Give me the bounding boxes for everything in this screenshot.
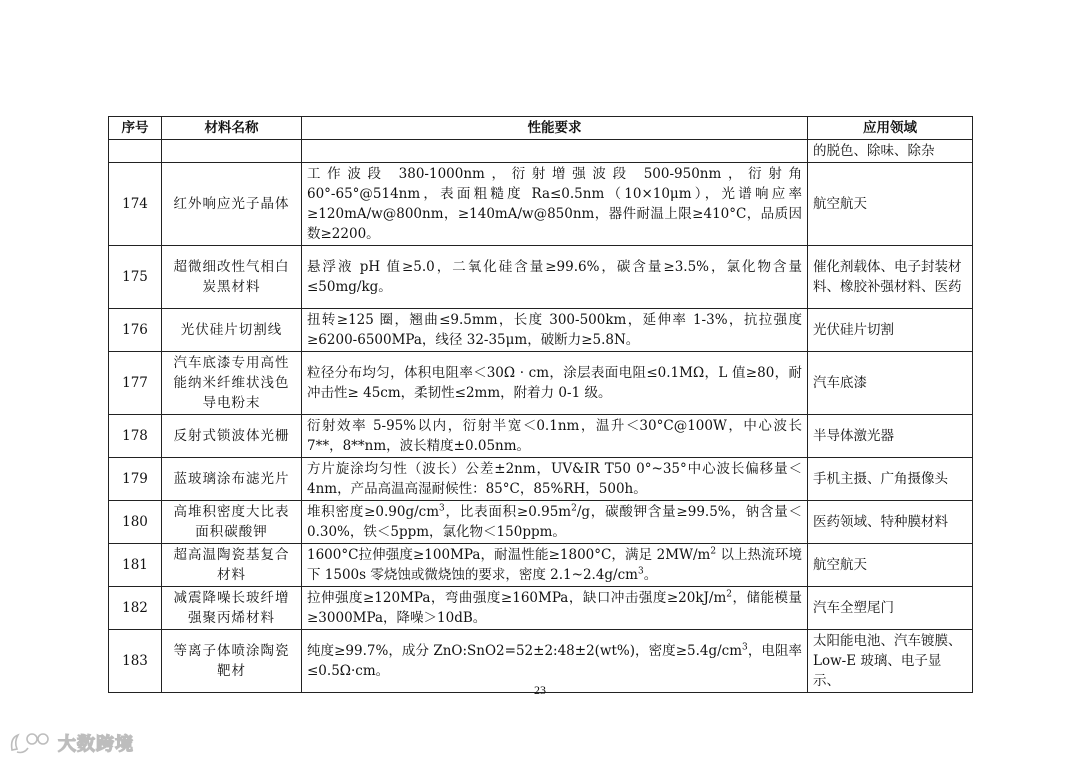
cell-performance: [302, 587, 808, 630]
materials-table: [108, 116, 973, 693]
table-row: [109, 415, 973, 458]
cell-name: 高堆积密度大比表面积碳酸钾: [162, 501, 302, 544]
cell-performance: [302, 544, 808, 587]
cell-performance: 悬浮液 pH 值≥5.0，二氧化硅含量≥99.6%，碳含量≥3.5%，氯化物含量≤50mg/kg。: [302, 246, 808, 309]
cell-name: 反射式锁波体光栅: [162, 415, 302, 458]
cell-index: 182: [109, 587, 162, 630]
cell-index: 175: [109, 246, 162, 309]
cell-application: 太阳能电池、汽车镀膜、Low-E 玻璃、电子显示、: [808, 630, 973, 693]
perf-superscript: 2: [571, 503, 577, 514]
cell-name: 蓝玻璃涂布滤光片: [162, 458, 302, 501]
perf-text: ，储能模量≥3000MPa，降噪＞10dB。: [307, 590, 802, 626]
cell-index: 183: [109, 630, 162, 693]
cell-application: 半导体激光器: [808, 415, 973, 458]
perf-superscript: 3: [637, 566, 644, 577]
cell-application: 手机主摄、广角摄像头: [808, 458, 973, 501]
cell-application: 的脱色、除味、除杂: [808, 140, 973, 163]
cell-index: 177: [109, 352, 162, 415]
table-row: [109, 163, 973, 246]
watermark: [8, 728, 134, 758]
table-row: [109, 587, 973, 630]
watermark-text: 大数跨境: [58, 734, 134, 755]
page-number: 23: [534, 683, 546, 697]
cell-index: 178: [109, 415, 162, 458]
cell-name: 汽车底漆专用高性能纳米纤维状浅色导电粉末: [162, 352, 302, 415]
cell-application: 催化剂载体、电子封装材料、橡胶补强材料、医药: [808, 246, 973, 309]
cell-index: 176: [109, 309, 162, 352]
perf-text: ，电阻率≤0.5Ω·cm。: [307, 643, 802, 679]
perf-text: 1600°C拉伸强度≥100MPa，耐温性能≥1800°C，满足 2MW/m: [307, 547, 711, 563]
perf-superscript: 3: [439, 503, 445, 514]
cell-name: 超高温陶瓷基复合材料: [162, 544, 302, 587]
cell-name: 红外响应光子晶体: [162, 163, 302, 246]
header-material-name: 材料名称: [162, 117, 302, 140]
perf-superscript: 2: [726, 589, 732, 600]
table-row: [109, 246, 973, 309]
cell-index: 180: [109, 501, 162, 544]
cell-performance: 衍射效率 5-95%以内，衍射半宽＜0.1nm，温升＜30°C@100W，中心波长 7**，8**nm，波长精度±0.05nm。: [302, 415, 808, 458]
cell-application: 汽车全塑尾门: [808, 587, 973, 630]
ddkj-logo-icon: [8, 730, 52, 756]
cell-application: 航空航天: [808, 163, 973, 246]
cell-application: 航空航天: [808, 544, 973, 587]
perf-text: /g，碳酸钾含量≥99.5%，钠含量＜0.30%，铁＜5ppm，氯化物＜150ppm。: [307, 504, 803, 540]
perf-superscript: 3: [742, 642, 748, 653]
cell-name: 减震降噪长玻纤增强聚丙烯材料: [162, 587, 302, 630]
table-header-row: [109, 117, 973, 140]
perf-superscript: 2: [710, 546, 717, 557]
cell-name: 等离子体喷涂陶瓷靶材: [162, 630, 302, 693]
cell-index: 179: [109, 458, 162, 501]
cell-index: [109, 140, 162, 163]
cell-application: 汽车底漆: [808, 352, 973, 415]
perf-text: 。: [643, 567, 658, 583]
perf-text: 堆积密度≥0.90g/cm: [307, 504, 440, 520]
perf-text: 以上热流环境下 1500s 零烧蚀或微烧蚀的要求，密度 2.1~2.4g/cm: [307, 547, 802, 583]
table-row: [109, 501, 973, 544]
cell-index: 174: [109, 163, 162, 246]
cell-application: 光伏硅片切割: [808, 309, 973, 352]
perf-text: ，比表面积≥0.95m: [444, 504, 572, 520]
cell-name: 光伏硅片切割线: [162, 309, 302, 352]
table-row: [109, 544, 973, 587]
cell-performance: 扭转≥125 圈，翘曲≤9.5mm，长度 300-500km，延伸率 1-3%，抗拉强度≥6200-6500MPa，线径 32-35μm，破断力≥5.8N。: [302, 309, 808, 352]
table-row: [109, 309, 973, 352]
header-performance: 性能要求: [302, 117, 808, 140]
cell-performance: 工作波段 380-1000nm，衍射增强波段 500-950nm，衍射角 60°-65°@514nm，表面粗糙度 Ra≤0.5nm（10×10μm），光谱响应率≥120mA/w@800nm，≥140mA/w@850nm，器件耐温上限≥410°C，品质因数≥2200。: [302, 163, 808, 246]
cell-application: 医药领域、特种膜材料: [808, 501, 973, 544]
table-row: [109, 352, 973, 415]
header-index: 序号: [109, 117, 162, 140]
cell-performance: 方片旋涂均匀性（波长）公差±2nm，UV&IR T50 0°~35°中心波长偏移量＜4nm，产品高温高湿耐候性：85°C，85%RH，500h。: [302, 458, 808, 501]
table-row-continuation: [109, 140, 973, 163]
perf-text: 拉伸强度≥120MPa，弯曲强度≥160MPa，缺口冲击强度≥20kJ/m: [307, 590, 727, 606]
cell-performance: [302, 140, 808, 163]
cell-performance: 粒径分布均匀，体积电阻率＜30Ω · cm，涂层表面电阻≤0.1MΩ，L 值≥80，耐冲击性≥ 45cm，柔韧性≤2mm，附着力 0-1 级。: [302, 352, 808, 415]
cell-name: 超微细改性气相白炭黑材料: [162, 246, 302, 309]
header-application: 应用领域: [808, 117, 973, 140]
cell-index: 181: [109, 544, 162, 587]
perf-text: 纯度≥99.7%，成分 ZnO:SnO2=52±2:48±2(wt%)，密度≥5.4g/cm: [307, 643, 743, 659]
cell-performance: [302, 501, 808, 544]
table-row: [109, 458, 973, 501]
cell-name: [162, 140, 302, 163]
